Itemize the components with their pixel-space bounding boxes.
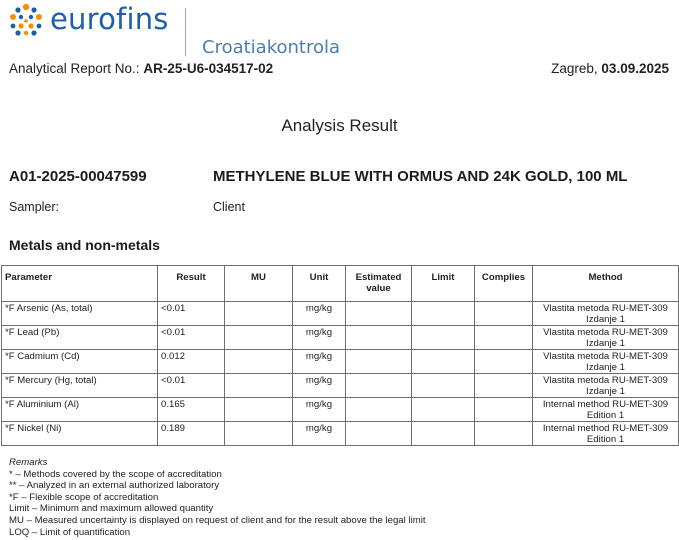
cell-complies bbox=[475, 350, 533, 374]
cell-method bbox=[533, 326, 679, 350]
cell-complies bbox=[475, 326, 533, 350]
table-row bbox=[2, 398, 679, 422]
cell-complies bbox=[475, 422, 533, 446]
header-limit: Limit bbox=[412, 266, 475, 302]
method-line-2: Edition 1 bbox=[586, 434, 625, 445]
report-label: Analytical Report No.: bbox=[9, 61, 140, 76]
cell-estimated bbox=[346, 422, 412, 446]
cell-mu bbox=[225, 374, 293, 398]
method-line-1: Vlastita metoda RU-MET-309 bbox=[543, 327, 668, 338]
cell-unit: mg/kg bbox=[293, 350, 346, 374]
cell-mu bbox=[225, 422, 293, 446]
report-number-line bbox=[9, 61, 273, 76]
table-row bbox=[2, 422, 679, 446]
cell-limit bbox=[412, 398, 475, 422]
cell-parameter: *F Nickel (Ni) bbox=[2, 422, 158, 446]
method-line-2: Izdanje 1 bbox=[586, 362, 625, 373]
remarks-title: Remarks bbox=[9, 457, 48, 468]
header-unit: Unit bbox=[293, 266, 346, 302]
cell-result: <0.01 bbox=[158, 374, 225, 398]
header-estimated-value bbox=[346, 266, 412, 302]
method-line-2: Edition 1 bbox=[586, 410, 625, 421]
table-row bbox=[2, 350, 679, 374]
report-number: AR-25-U6-034517-02 bbox=[143, 61, 274, 76]
sample-code: A01-2025-00047599 bbox=[9, 168, 147, 185]
cell-mu bbox=[225, 398, 293, 422]
section-title: Metals and non-metals bbox=[9, 237, 160, 253]
cell-method bbox=[533, 302, 679, 326]
cell-mu bbox=[225, 302, 293, 326]
table-row bbox=[2, 374, 679, 398]
cell-method bbox=[533, 374, 679, 398]
table-row bbox=[2, 302, 679, 326]
method-line-1: Vlastita metoda RU-MET-309 bbox=[543, 303, 668, 314]
header-complies: Complies bbox=[475, 266, 533, 302]
cell-estimated bbox=[346, 302, 412, 326]
sampler-value: Client bbox=[213, 200, 245, 214]
cell-result: 0.189 bbox=[158, 422, 225, 446]
cell-estimated bbox=[346, 350, 412, 374]
method-line-1: Internal method RU-MET-309 bbox=[542, 399, 669, 410]
cell-limit bbox=[412, 302, 475, 326]
header-estimated-line-2: value bbox=[366, 283, 391, 294]
cell-result: 0.165 bbox=[158, 398, 225, 422]
cell-parameter: *F Mercury (Hg, total) bbox=[2, 374, 158, 398]
remark-line: *F – Flexible scope of accreditation bbox=[9, 491, 159, 503]
cell-estimated bbox=[346, 326, 412, 350]
cell-method bbox=[533, 398, 679, 422]
cell-complies bbox=[475, 398, 533, 422]
cell-method bbox=[533, 350, 679, 374]
cell-result: <0.01 bbox=[158, 302, 225, 326]
method-line-2: Izdanje 1 bbox=[586, 338, 625, 349]
cell-parameter: *F Aluminium (Al) bbox=[2, 398, 158, 422]
page-title: Analysis Result bbox=[281, 116, 398, 135]
eurofins-dots-logo bbox=[8, 3, 44, 37]
remarks bbox=[9, 457, 426, 538]
cell-unit: mg/kg bbox=[293, 398, 346, 422]
cell-parameter: *F Arsenic (As, total) bbox=[2, 302, 158, 326]
method-line-1: Internal method RU-MET-309 bbox=[542, 423, 669, 434]
cell-parameter: *F Cadmium (Cd) bbox=[2, 350, 158, 374]
cell-unit: mg/kg bbox=[293, 326, 346, 350]
cell-mu bbox=[225, 350, 293, 374]
report-date: 03.09.2025 bbox=[601, 61, 669, 76]
sample-name: METHYLENE BLUE WITH ORMUS AND 24K GOLD, 100 ML bbox=[213, 168, 628, 185]
sub-brand-name: Croatiakontrola bbox=[202, 37, 341, 58]
sampler-label: Sampler: bbox=[9, 200, 60, 214]
cell-complies bbox=[475, 374, 533, 398]
place-date-line bbox=[551, 61, 669, 76]
header-estimated-line-1: Estimated bbox=[355, 272, 402, 283]
logo-divider bbox=[185, 8, 186, 56]
cell-result: <0.01 bbox=[158, 326, 225, 350]
cell-estimated bbox=[346, 374, 412, 398]
cell-parameter: *F Lead (Pb) bbox=[2, 326, 158, 350]
method-line-1: Vlastita metoda RU-MET-309 bbox=[543, 351, 668, 362]
method-line-2: Izdanje 1 bbox=[586, 314, 625, 325]
cell-result: 0.012 bbox=[158, 350, 225, 374]
cell-unit: mg/kg bbox=[293, 374, 346, 398]
remark-line: * – Methods covered by the scope of accreditation bbox=[9, 468, 222, 480]
cell-limit bbox=[412, 350, 475, 374]
table-row bbox=[2, 326, 679, 350]
header-method: Method bbox=[533, 266, 679, 302]
cell-unit: mg/kg bbox=[293, 422, 346, 446]
cell-mu bbox=[225, 326, 293, 350]
header-result: Result bbox=[158, 266, 225, 302]
cell-limit bbox=[412, 422, 475, 446]
remark-line: LOQ – Limit of quantification bbox=[9, 526, 131, 538]
cell-estimated bbox=[346, 398, 412, 422]
results-table bbox=[1, 265, 679, 446]
cell-limit bbox=[412, 326, 475, 350]
cell-method bbox=[533, 422, 679, 446]
cell-complies bbox=[475, 302, 533, 326]
place: Zagreb, bbox=[551, 61, 598, 76]
brand-name: eurofins bbox=[50, 2, 169, 36]
header-mu: MU bbox=[225, 266, 293, 302]
method-line-1: Vlastita metoda RU-MET-309 bbox=[543, 375, 668, 386]
remark-line: ** – Analyzed in an external authorized laboratory bbox=[9, 480, 220, 492]
table-header-row bbox=[2, 266, 679, 302]
cell-unit: mg/kg bbox=[293, 302, 346, 326]
remark-line: Limit – Minimum and maximum allowed quantity bbox=[9, 503, 214, 515]
cell-limit bbox=[412, 374, 475, 398]
method-line-2: Izdanje 1 bbox=[586, 386, 625, 397]
header-parameter: Parameter bbox=[2, 266, 158, 302]
remark-line: MU – Measured uncertainty is displayed on request of client and for the result above the legal limit bbox=[9, 514, 426, 526]
